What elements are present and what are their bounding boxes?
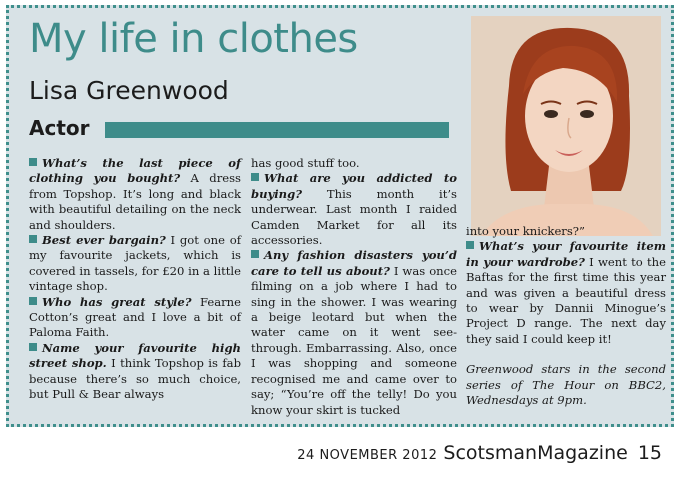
qa-item	[29, 156, 241, 233]
question: What are you addicted to buying?	[251, 171, 457, 201]
answer: This month it’s underwear. Last month I raided Camden Market for all its accessories.	[251, 186, 457, 248]
magazine-name-part1: Scotsman	[443, 442, 538, 464]
role-accent-bar	[105, 122, 449, 138]
answer: I think Topshop is fab because there’s so much choice, but Pull & Bear always	[29, 356, 242, 402]
portrait-photo	[471, 16, 661, 236]
column-3	[466, 224, 666, 408]
answer: A dress from Topshop. It’s long and black with beautiful detailing on the neck and shoulders.	[29, 171, 241, 232]
square-bullet-icon	[29, 343, 37, 351]
show-credit: Greenwood stars in the second series of The Hour on BBC2, Wednesdays at 9pm.	[466, 362, 666, 408]
qa-item	[29, 341, 241, 403]
question: Who has great style?	[42, 294, 192, 309]
qa-item	[466, 239, 666, 347]
answer-continued: has good stuff too.	[251, 156, 360, 170]
answer: I was once filming on a job where I had to sing in the shower. I was wearing a beige leotard but when the water came on it went see-through. Embarrassing. Also, once I was shopping and someone recognised me and came over to say; “You’re off the telly! Do you know your skirt is tucked	[251, 263, 457, 417]
page-footer	[297, 442, 662, 464]
question: Name your favourite high street shop.	[29, 340, 241, 371]
qa-item	[251, 171, 457, 248]
square-bullet-icon	[29, 158, 37, 166]
person-name: Lisa Greenwood	[29, 76, 229, 105]
square-bullet-icon	[466, 241, 474, 249]
question: What’s the last piece of clothing you bought?	[29, 156, 241, 186]
answer: Fearne Cotton’s great and I love a bit of Paloma Faith.	[29, 294, 241, 340]
page-number: 15	[637, 442, 662, 464]
magazine-name-part2: Magazine	[537, 442, 628, 464]
answer-continued: into your knickers?”	[466, 224, 585, 238]
square-bullet-icon	[29, 235, 37, 243]
answer: I went to the Baftas for the first time this year and was given a beautiful dress to wear by Dannii Minogue’s Project D range. The next day they said I could keep it!	[466, 254, 666, 346]
qa-item	[29, 233, 241, 295]
square-bullet-icon	[251, 173, 259, 181]
qa-item	[29, 295, 241, 341]
person-role: Actor	[29, 116, 90, 140]
answer: I got one of my favourite jackets, which is covered in tassels, for £20 in a little vintage shop.	[29, 233, 241, 294]
article-title: My life in clothes	[29, 16, 358, 62]
article-panel	[6, 5, 674, 427]
column-2	[251, 156, 457, 418]
column-1	[29, 156, 241, 403]
question: Best ever bargain?	[42, 233, 166, 248]
question: Any fashion disasters you’d care to tell us about?	[251, 248, 457, 278]
issue-date: 24 NOVEMBER 2012	[297, 448, 438, 463]
qa-item	[251, 248, 457, 417]
square-bullet-icon	[29, 297, 37, 305]
question: What’s your favourite item in your wardrobe?	[466, 239, 666, 269]
portrait-icon	[471, 16, 661, 236]
square-bullet-icon	[251, 250, 259, 258]
